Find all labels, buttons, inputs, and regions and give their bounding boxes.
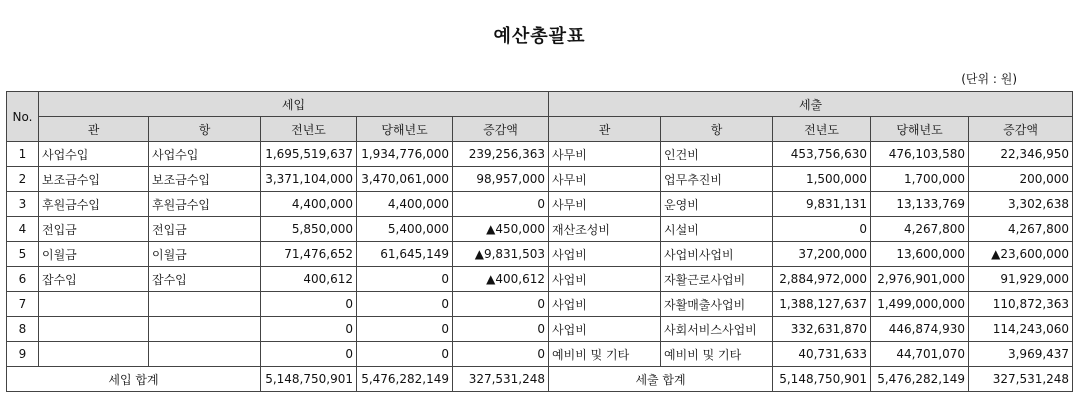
exp-curr-cell: 476,103,580 <box>871 142 969 167</box>
exp-hang-cell: 예비비 및 기타 <box>661 342 773 367</box>
rev-curr-cell: 0 <box>357 267 453 292</box>
header-rev-gwan: 관 <box>39 117 149 142</box>
table-row <box>7 217 1073 242</box>
exp-curr-cell: 13,133,769 <box>871 192 969 217</box>
rev-hang-cell: 전입금 <box>149 217 261 242</box>
table-row <box>7 192 1073 217</box>
exp-gwan-cell: 재산조성비 <box>549 217 661 242</box>
rev-prev-cell: 0 <box>261 317 357 342</box>
rev-gwan-cell <box>39 292 149 317</box>
row-no: 1 <box>7 142 39 167</box>
exp-hang-cell: 자활근로사업비 <box>661 267 773 292</box>
rev-total-curr: 5,476,282,149 <box>357 367 453 392</box>
exp-curr-cell: 2,976,901,000 <box>871 267 969 292</box>
header-rev-hang: 항 <box>149 117 261 142</box>
exp-gwan-cell: 예비비 및 기타 <box>549 342 661 367</box>
exp-prev-cell: 332,631,870 <box>773 317 871 342</box>
rev-hang-cell: 잡수입 <box>149 267 261 292</box>
exp-diff-cell: ▲23,600,000 <box>969 242 1073 267</box>
exp-prev-cell: 40,731,633 <box>773 342 871 367</box>
rev-curr-cell: 5,400,000 <box>357 217 453 242</box>
exp-curr-cell: 1,499,000,000 <box>871 292 969 317</box>
exp-diff-cell: 4,267,800 <box>969 217 1073 242</box>
exp-prev-cell: 1,500,000 <box>773 167 871 192</box>
header-revenue: 세입 <box>39 92 549 117</box>
rev-hang-cell <box>149 342 261 367</box>
rev-diff-cell: 0 <box>453 192 549 217</box>
rev-diff-cell: 98,957,000 <box>453 167 549 192</box>
rev-hang-cell: 사업수입 <box>149 142 261 167</box>
rev-hang-cell <box>149 317 261 342</box>
rev-curr-cell: 1,934,776,000 <box>357 142 453 167</box>
rev-curr-cell: 3,470,061,000 <box>357 167 453 192</box>
row-no: 4 <box>7 217 39 242</box>
exp-hang-cell: 운영비 <box>661 192 773 217</box>
rev-gwan-cell: 잡수입 <box>39 267 149 292</box>
exp-curr-cell: 446,874,930 <box>871 317 969 342</box>
table-row <box>7 317 1073 342</box>
header-exp-gwan: 관 <box>549 117 661 142</box>
header-column-row <box>7 117 1073 142</box>
exp-diff-cell: 3,969,437 <box>969 342 1073 367</box>
exp-curr-cell: 44,701,070 <box>871 342 969 367</box>
rev-gwan-cell <box>39 342 149 367</box>
row-no: 7 <box>7 292 39 317</box>
rev-diff-cell: ▲9,831,503 <box>453 242 549 267</box>
page-title: 예산총괄표 <box>493 26 586 47</box>
exp-diff-cell: 114,243,060 <box>969 317 1073 342</box>
header-rev-prev: 전년도 <box>261 117 357 142</box>
exp-hang-cell: 사회서비스사업비 <box>661 317 773 342</box>
exp-gwan-cell: 사업비 <box>549 267 661 292</box>
header-exp-curr: 당해년도 <box>871 117 969 142</box>
rev-gwan-cell: 보조금수입 <box>39 167 149 192</box>
rev-curr-cell: 0 <box>357 292 453 317</box>
rev-curr-cell: 4,400,000 <box>357 192 453 217</box>
rev-gwan-cell <box>39 317 149 342</box>
header-no: No. <box>7 92 39 142</box>
table-row <box>7 142 1073 167</box>
exp-hang-cell: 업무추진비 <box>661 167 773 192</box>
table-row <box>7 167 1073 192</box>
rev-prev-cell: 71,476,652 <box>261 242 357 267</box>
rev-diff-cell: ▲450,000 <box>453 217 549 242</box>
exp-gwan-cell: 사업비 <box>549 317 661 342</box>
exp-diff-cell: 3,302,638 <box>969 192 1073 217</box>
table-row <box>7 292 1073 317</box>
table-row <box>7 342 1073 367</box>
exp-total-label: 세출 합계 <box>549 367 773 392</box>
exp-diff-cell: 110,872,363 <box>969 292 1073 317</box>
row-no: 5 <box>7 242 39 267</box>
exp-prev-cell: 9,831,131 <box>773 192 871 217</box>
rev-hang-cell: 이월금 <box>149 242 261 267</box>
exp-prev-cell: 1,388,127,637 <box>773 292 871 317</box>
rev-hang-cell: 후원금수입 <box>149 192 261 217</box>
exp-total-diff: 327,531,248 <box>969 367 1073 392</box>
rev-prev-cell: 1,695,519,637 <box>261 142 357 167</box>
table-row <box>7 242 1073 267</box>
exp-hang-cell: 자활매출사업비 <box>661 292 773 317</box>
rev-prev-cell: 5,850,000 <box>261 217 357 242</box>
header-rev-curr: 당해년도 <box>357 117 453 142</box>
exp-diff-cell: 200,000 <box>969 167 1073 192</box>
header-exp-diff: 증감액 <box>969 117 1073 142</box>
rev-diff-cell: 0 <box>453 292 549 317</box>
exp-gwan-cell: 사무비 <box>549 167 661 192</box>
rev-prev-cell: 0 <box>261 342 357 367</box>
exp-curr-cell: 1,700,000 <box>871 167 969 192</box>
rev-gwan-cell: 후원금수입 <box>39 192 149 217</box>
rev-total-label: 세입 합계 <box>7 367 261 392</box>
exp-diff-cell: 22,346,950 <box>969 142 1073 167</box>
exp-curr-cell: 13,600,000 <box>871 242 969 267</box>
exp-prev-cell: 2,884,972,000 <box>773 267 871 292</box>
exp-hang-cell: 인건비 <box>661 142 773 167</box>
exp-curr-cell: 4,267,800 <box>871 217 969 242</box>
exp-prev-cell: 37,200,000 <box>773 242 871 267</box>
rev-curr-cell: 0 <box>357 317 453 342</box>
exp-gwan-cell: 사업비 <box>549 242 661 267</box>
row-no: 6 <box>7 267 39 292</box>
rev-hang-cell <box>149 292 261 317</box>
rev-total-diff: 327,531,248 <box>453 367 549 392</box>
table-row <box>7 267 1073 292</box>
rev-prev-cell: 4,400,000 <box>261 192 357 217</box>
rev-gwan-cell: 이월금 <box>39 242 149 267</box>
exp-total-curr: 5,476,282,149 <box>871 367 969 392</box>
exp-total-prev: 5,148,750,901 <box>773 367 871 392</box>
rev-gwan-cell: 전입금 <box>39 217 149 242</box>
totals-row <box>7 367 1073 392</box>
rev-total-prev: 5,148,750,901 <box>261 367 357 392</box>
rev-curr-cell: 0 <box>357 342 453 367</box>
rev-diff-cell: 239,256,363 <box>453 142 549 167</box>
rev-curr-cell: 61,645,149 <box>357 242 453 267</box>
rev-diff-cell: ▲400,612 <box>453 267 549 292</box>
exp-hang-cell: 시설비 <box>661 217 773 242</box>
header-rev-diff: 증감액 <box>453 117 549 142</box>
exp-gwan-cell: 사무비 <box>549 192 661 217</box>
rev-gwan-cell: 사업수입 <box>39 142 149 167</box>
exp-gwan-cell: 사무비 <box>549 142 661 167</box>
rev-prev-cell: 3,371,104,000 <box>261 167 357 192</box>
rev-prev-cell: 0 <box>261 292 357 317</box>
exp-diff-cell: 91,929,000 <box>969 267 1073 292</box>
header-expense: 세출 <box>549 92 1073 117</box>
rev-diff-cell: 0 <box>453 317 549 342</box>
exp-prev-cell: 0 <box>773 217 871 242</box>
row-no: 9 <box>7 342 39 367</box>
exp-hang-cell: 사업비사업비 <box>661 242 773 267</box>
exp-prev-cell: 453,756,630 <box>773 142 871 167</box>
rev-diff-cell: 0 <box>453 342 549 367</box>
table-body <box>7 142 1073 367</box>
rev-hang-cell: 보조금수입 <box>149 167 261 192</box>
header-exp-hang: 항 <box>661 117 773 142</box>
budget-summary-table <box>6 91 1073 392</box>
header-group-row <box>7 92 1073 117</box>
header-exp-prev: 전년도 <box>773 117 871 142</box>
row-no: 8 <box>7 317 39 342</box>
row-no: 3 <box>7 192 39 217</box>
row-no: 2 <box>7 167 39 192</box>
unit-note: (단위 : 원) <box>961 72 1017 86</box>
rev-prev-cell: 400,612 <box>261 267 357 292</box>
exp-gwan-cell: 사업비 <box>549 292 661 317</box>
